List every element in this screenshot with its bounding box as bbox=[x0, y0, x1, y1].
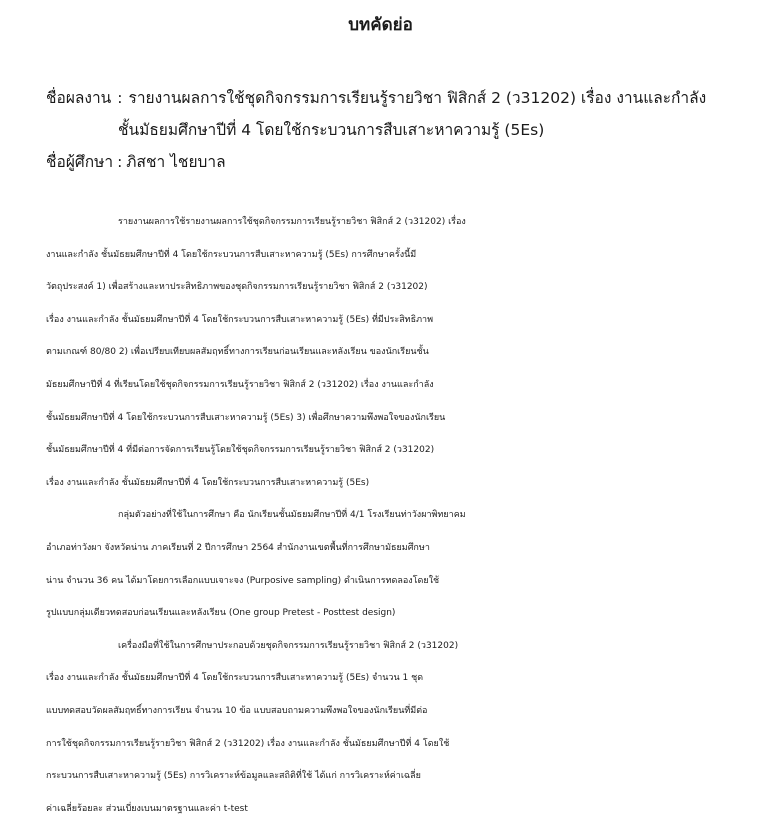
paragraph-line: วัตถุประสงค์ 1) เพื่อสร้างและหาประสิทธิภาพของชุดกิจกรรมการเรียนรู้รายวิชา ฟิสิกส์ 2 (ว31202) bbox=[46, 282, 428, 293]
paragraph-line: การใช้ชุดกิจกรรมการเรียนรู้รายวิชา ฟิสิกส์ 2 (ว31202) เรื่อง งานและกำลัง ชั้นมัธยมศึกษาปีที่ 4 โดยใช้ bbox=[46, 738, 450, 749]
paragraph-line: กลุ่มตัวอย่างที่ใช้ในการศึกษา คือ นักเรียนชั้นมัธยมศึกษาปีที่ 4/1 โรงเรียนท่าวังผาพิทยาคม bbox=[118, 510, 466, 521]
paragraph-line: อำเภอท่าวังผา จังหวัดน่าน ภาคเรียนที่ 2 ปีการศึกษา 2564 สำนักงานเขตพื้นที่การศึกษามัธยมศึกษา bbox=[46, 542, 430, 553]
page-title: บทคัดย่อ bbox=[348, 15, 413, 35]
work-title-label: ชื่อผลงาน bbox=[46, 89, 112, 107]
paragraph-line: ชั้นมัธยมศึกษาปีที่ 4 ที่มีต่อการจัดการเรียนรู้โดยใช้ชุดกิจกรรมการเรียนรู้รายวิชา ฟิสิกส์ 2 (ว31202) bbox=[46, 445, 435, 456]
author-label: ชื่อผู้ศึกษา bbox=[46, 153, 114, 171]
author-separator: : bbox=[117, 153, 123, 171]
paragraph-line: กระบวนการสืบเสาะหาความรู้ (5Es) การวิเคราะห์ข้อมูลและสถิติที่ใช้ ได้แก่ การวิเคราะห์ค่าเฉลี่ย bbox=[46, 771, 421, 782]
paragraph-line: ค่าเฉลี่ยร้อยละ ส่วนเบี่ยงเบนมาตรฐานและค่า t-test bbox=[46, 803, 248, 814]
paragraph-line: รายงานผลการใช้รายงานผลการใช้ชุดกิจกรรมการเรียนรู้รายวิชา ฟิสิกส์ 2 (ว31202) เรื่อง bbox=[118, 217, 466, 227]
paragraph-line: เรื่อง งานและกำลัง ชั้นมัธยมศึกษาปีที่ 4 โดยใช้กระบวนการสืบเสาะหาความรู้ (5Es) จำนวน 1 ชุด bbox=[46, 673, 424, 684]
paragraph-line: เครื่องมือที่ใช้ในการศึกษาประกอบด้วยชุดกิจกรรมการเรียนรู้รายวิชา ฟิสิกส์ 2 (ว31202) bbox=[118, 640, 459, 651]
work-title-line1: รายงานผลการใช้ชุดกิจกรรมการเรียนรู้รายวิชา ฟิสิกส์ 2 (ว31202) เรื่อง งานและกำลัง bbox=[128, 89, 707, 107]
paragraph-line: มัธยมศึกษาปีที่ 4 ที่เรียนโดยใช้ชุดกิจกรรมการเรียนรู้รายวิชา ฟิสิกส์ 2 (ว31202) เรื่อง งานและกำลัง bbox=[46, 379, 434, 390]
paragraph-line: เรื่อง งานและกำลัง ชั้นมัธยมศึกษาปีที่ 4 โดยใช้กระบวนการสืบเสาะหาความรู้ (5Es) bbox=[46, 477, 370, 488]
abstract-paragraph-objectives bbox=[46, 206, 726, 825]
paragraph-line: งานและกำลัง ชั้นมัธยมศึกษาปีที่ 4 โดยใช้กระบวนการสืบเสาะหาความรู้ (5Es) การศึกษาครั้งนี้มี bbox=[46, 249, 417, 260]
paragraph-line: ชั้นมัธยมศึกษาปีที่ 4 โดยใช้กระบวนการสืบเสาะหาความรู้ (5Es) 3) เพื่อศึกษาความพึงพอใจของนักเรียน bbox=[46, 412, 446, 423]
paragraph-line: รูปแบบกลุ่มเดียวทดสอบก่อนเรียนและหลังเรียน (One group Pretest - Posttest design) bbox=[46, 608, 396, 619]
work-title-separator: : bbox=[117, 89, 123, 107]
work-title-line2: ชั้นมัธยมศึกษาปีที่ 4 โดยใช้กระบวนการสืบเสาะหาความรู้ (5Es) bbox=[118, 121, 545, 139]
paragraph-line: แบบทดสอบวัดผลสัมฤทธิ์ทางการเรียน จำนวน 10 ข้อ แบบสอบถามความพึงพอใจของนักเรียนที่มีต่อ bbox=[46, 705, 428, 716]
work-title-row bbox=[46, 82, 706, 114]
author-name: ภิสชา ไชยบาล bbox=[126, 153, 226, 171]
author-row bbox=[46, 146, 226, 178]
paragraph-line: น่าน จำนวน 36 คน ได้มาโดยการเลือกแบบเจาะจง (Purposive sampling) ดำเนินการทดลองโดยใช้ bbox=[46, 575, 440, 586]
paragraph-line: ตามเกณฑ์ 80/80 2) เพื่อเปรียบเทียบผลสัมฤทธิ์ทางการเรียนก่อนเรียนและหลังเรียน ของนักเรียนชั้น bbox=[46, 347, 429, 358]
paragraph-line: เรื่อง งานและกำลัง ชั้นมัธยมศึกษาปีที่ 4 โดยใช้กระบวนการสืบเสาะหาความรู้ (5Es) ที่มีประสิทธิภาพ bbox=[46, 314, 434, 325]
